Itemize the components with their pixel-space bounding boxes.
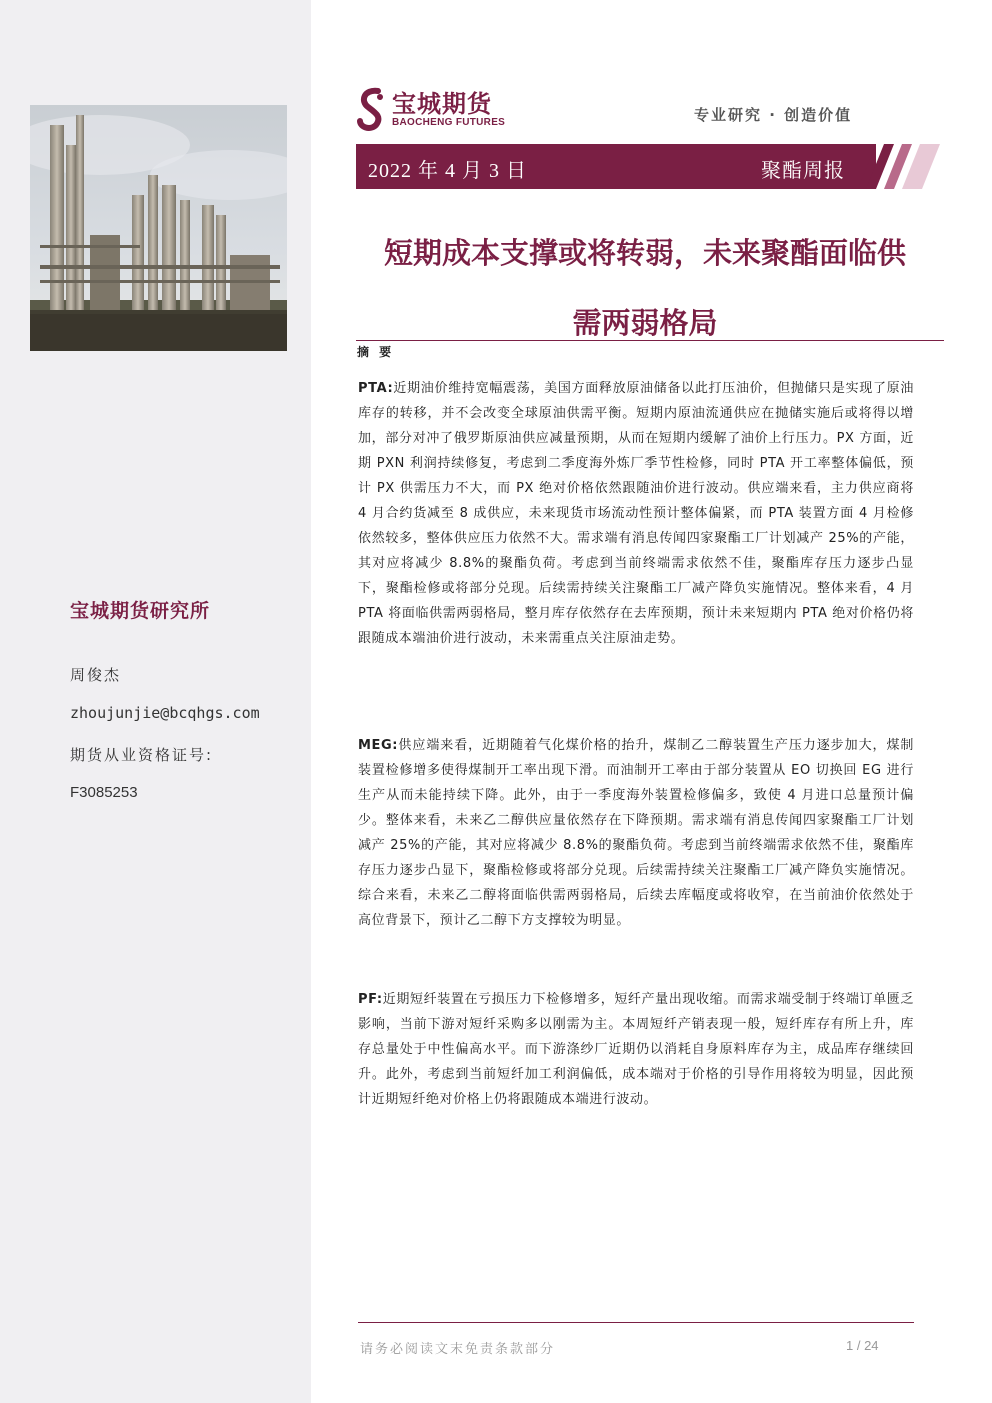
section-tag: PTA: — [358, 381, 394, 396]
section-text: 近期短纤装置在亏损压力下检修增多，短纤产量出现收缩。而需求端受制于终端订单匮乏影响，当前下游对短纤采购多以刚需为主。本周短纤产销表现一般，短纤库存有所上升，库存总量处于中性偏高水平。而下游涤纱厂近期仍以消耗自身原料库存为主，成品库存继续回升。此外，考虑到当前短纤加工利润偏低，成本端对于价格的引导作用将较为明显，因此预计近期短纤绝对价格上仍将跟随成本端进行波动。 — [358, 992, 914, 1107]
title-line-2: 需两弱格局 — [572, 306, 718, 340]
analyst-email[interactable]: zhoujunjie@bcqhgs.com — [70, 704, 260, 722]
logo-english: BAOCHENG FUTURES — [392, 116, 506, 128]
report-date: 2022 年 4 月 3 日 — [368, 160, 527, 182]
page-number: 1 / 24 — [846, 1338, 879, 1353]
section-text: 近期油价维持宽幅震荡，美国方面释放原油储备以此打压油价，但抛储只是实现了原油库存的转移，并不会改变全球原油供需平衡。短期内原油流通供应在抛储实施后或将得以增加，部分对冲了俄罗斯原油供应减量预期，从而在短期内缓解了油价上行压力。PX 方面，近期 PXN 利润持续修复，考虑到二季度海外炼厂季节性检修，同时 PTA 开工率整体偏低，预计 PX 供需压力不大，而 PX 绝对价格依然跟随油价进行波动。供应端来看，主力供应商将 4 月合约货减至 8 成供应，未来现货市场流动性预计整体偏紧，而 PTA 装置方面 4 月检修依然较多，整体供应压力依然不大。需求端有消息传闻四家聚酯工厂计划减产 25%的产能，其对应将减少 8.8%的聚酯负荷。考虑到当前终端需求依然不佳，聚酯库存压力逐步凸显下，聚酯检修或将部分兑现。后续需持续关注聚酯工厂减产降负实施情况。整体来看，4 月 PTA 将面临供需两弱格局，整月库存依然存在去库预期，预计未来短期内 PTA 绝对价格仍将跟随成本端油价进行波动，未来需重点关注原油走势。 — [358, 381, 914, 646]
footer-divider — [358, 1322, 914, 1323]
footer-disclaimer: 请务必阅读文末免责条款部分 — [360, 1342, 556, 1357]
banner-stripes — [858, 144, 948, 189]
section-tag: MEG: — [358, 738, 399, 753]
research-institute-name: 宝城期货研究所 — [70, 600, 211, 622]
section-text: 供应端来看，近期随着气化煤价格的抬升，煤制乙二醇装置生产压力逐步加大，煤制装置检修增多使得煤制开工率出现下滑。而油制开工率由于部分装置从 EO 切换回 EG 进行生产从而未能持续下降。此外，由于一季度海外装置检修偏多，致使 4 月进口总量预计偏少。整体来看，未来乙二醇供应量依然存在下降预期。需求端有消息传闻四家聚酯工厂计划减产 25%的产能，其对应将减少 8.8%的聚酯负荷。考虑到当前终端需求依然不佳，聚酯库存压力逐步凸显下，聚酯检修或将部分兑现。后续需持续关注聚酯工厂减产降负实施情况。综合来看，未来乙二醇将面临供需两弱格局，后续去库幅度或将收窄，在当前油价依然处于高位背景下，预计乙二醇下方支撑较为明显。 — [358, 738, 914, 928]
title-line-1: 短期成本支撑或将转弱，未来聚酯面临供 — [383, 236, 906, 270]
cert-label: 期货从业资格证号: — [70, 746, 214, 764]
section-pf — [358, 987, 914, 1112]
slogan: 专业研究 · 创造价值 — [694, 106, 853, 124]
section-pta — [358, 376, 914, 651]
company-logo — [356, 86, 505, 132]
logo-chinese: 宝城期货 — [392, 89, 492, 118]
report-type: 聚酯周报 — [761, 158, 845, 182]
refinery-photo — [30, 105, 287, 351]
title-divider — [356, 340, 944, 341]
analyst-name: 周俊杰 — [70, 666, 122, 684]
logo-mark-icon — [356, 87, 388, 131]
section-tag: PF: — [358, 992, 383, 1007]
cert-number: F3085253 — [70, 784, 138, 801]
summary-label: 摘 要 — [357, 345, 395, 359]
section-meg — [358, 733, 914, 933]
report-title — [330, 218, 960, 358]
